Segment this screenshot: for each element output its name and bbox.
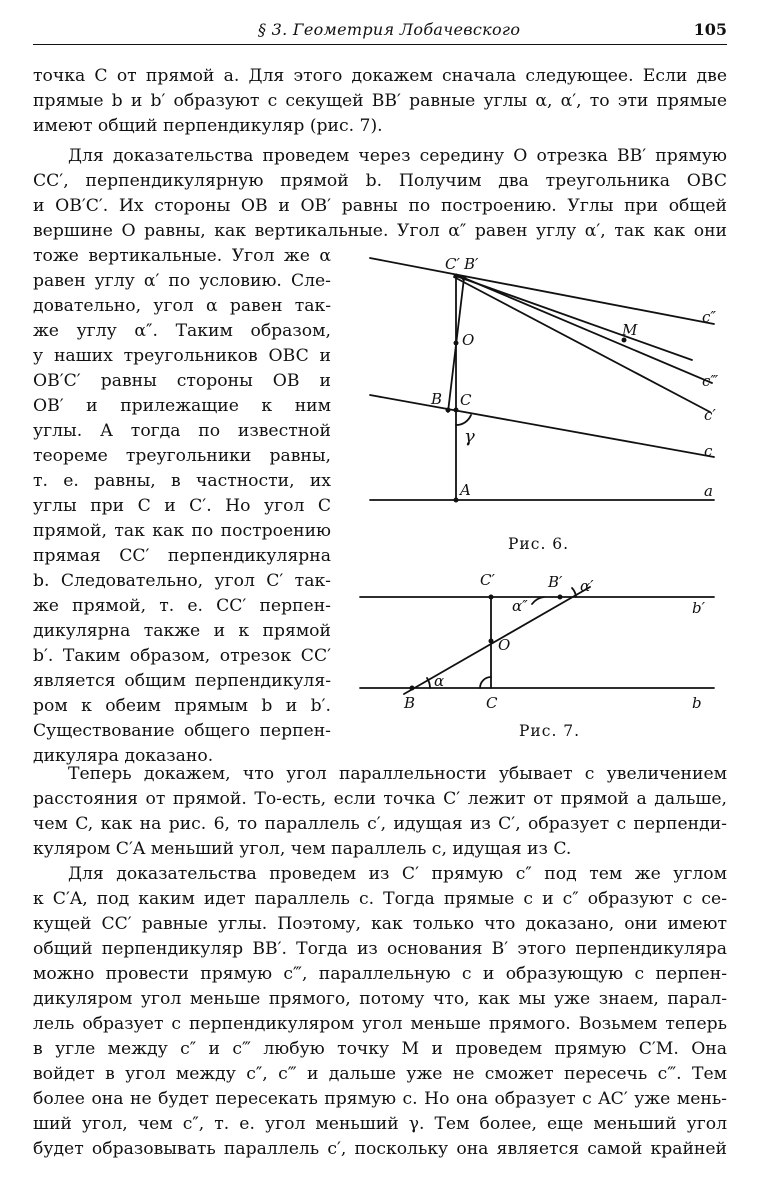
label-a: a bbox=[704, 482, 713, 500]
line-C1M bbox=[456, 276, 692, 360]
text-line: будет образовывать параллель c′, поскольку она является самой крайней bbox=[33, 1139, 727, 1159]
text-line: b′. Таким образом, отрезок CC′ bbox=[33, 646, 331, 666]
label-C1: C′ bbox=[480, 571, 495, 589]
page-header bbox=[33, 14, 727, 45]
text-line: войдет в угол между c″, c‴ и дальше уже не сможет пересечь c‴. Тем bbox=[33, 1064, 727, 1084]
point-B1 bbox=[558, 595, 563, 600]
text-line: лель образует с перпендикуляром угол меньше прямого. Возьмем теперь bbox=[33, 1014, 727, 1034]
text-line: OB′ и прилежащие к ним bbox=[33, 396, 331, 416]
page-number: 105 bbox=[693, 20, 727, 39]
text-line: же прямой, т. е. CC′ перпен- bbox=[33, 596, 331, 616]
text-line: прямые b и b′ образуют с секущей BB′ равные углы α, α′, то эти прямые bbox=[33, 91, 727, 111]
paragraph-1 bbox=[33, 64, 727, 139]
label-M: M bbox=[622, 321, 638, 339]
text-line: Для доказательства проведем через середину O отрезка BB′ прямую bbox=[68, 146, 727, 166]
figure-7-caption: Рис. 7. bbox=[519, 722, 581, 740]
text-line: углы при C и C′. Но угол C bbox=[33, 496, 331, 516]
point-O bbox=[454, 341, 459, 346]
text-line: ром к обеим прямым b и b′. bbox=[33, 696, 331, 716]
gamma-arc bbox=[456, 415, 471, 425]
label-alpha1: α′ bbox=[580, 577, 594, 595]
text-line: в угле между c″ и c‴ любую точку M и проведем прямую C′M. Она bbox=[33, 1039, 727, 1059]
figure-6 bbox=[352, 250, 727, 515]
text-line: же углу α″. Таким образом, bbox=[33, 321, 331, 341]
figure-7 bbox=[352, 568, 727, 718]
line-BB1 bbox=[404, 587, 590, 694]
text-line: прямой, так как по построению bbox=[33, 521, 331, 541]
line-c1 bbox=[454, 277, 710, 412]
text-line: тоже вертикальные. Угол же α bbox=[33, 246, 331, 266]
label-b: b bbox=[692, 694, 702, 712]
label-B: B bbox=[431, 390, 443, 408]
label-alpha2: α″ bbox=[512, 597, 528, 615]
text-line: дикулярна также и к прямой bbox=[33, 621, 331, 641]
line-c2 bbox=[370, 258, 717, 326]
text-line: дикуляра доказано. bbox=[33, 746, 214, 766]
alpha2-arc bbox=[532, 597, 544, 604]
paragraph-2-column bbox=[33, 244, 331, 769]
label-B1: B′ bbox=[464, 255, 479, 273]
label-alpha: α bbox=[434, 672, 445, 690]
figure-6-caption: Рис. 6. bbox=[508, 535, 570, 553]
text-line: Теперь докажем, что угол параллельности убывает с увеличением bbox=[68, 764, 727, 784]
text-line: чем C, как на рис. 6, то параллель c′, идущая из C′, образует с перпенди- bbox=[33, 814, 727, 834]
text-line: точка C от прямой a. Для этого докажем сначала следующее. Если две bbox=[33, 66, 727, 86]
point-O bbox=[489, 639, 494, 644]
point-B bbox=[410, 686, 415, 691]
figure-6-diagram bbox=[352, 250, 727, 515]
label-C1: C′ bbox=[445, 255, 460, 273]
text-line: и OB′C′. Их стороны OB и OB′ равны по построению. Углы при общей bbox=[33, 196, 727, 216]
text-line: Существование общего перпен- bbox=[33, 721, 331, 741]
text-line: ший угол, чем c″, т. е. угол меньший γ. Тем более, еще меньший угол bbox=[33, 1114, 727, 1134]
text-line: у наших треугольников OBC и bbox=[33, 346, 331, 366]
text-line: т. е. равны, в частности, их bbox=[33, 471, 331, 491]
text-line: куляром C′A меньший угол, чем параллель c, идущая из C. bbox=[33, 839, 572, 859]
text-line: довательно, угол α равен так- bbox=[33, 296, 331, 316]
label-B: B bbox=[404, 694, 416, 712]
paragraph-2 bbox=[33, 144, 727, 244]
text-line: более она не будет пересекать прямую c. Но она образует с AC′ уже мень- bbox=[33, 1089, 727, 1109]
text-line: равен углу α′ по условию. Сле- bbox=[33, 271, 331, 291]
text-line: имеют общий перпендикуляр (рис. 7). bbox=[33, 116, 383, 136]
line-c bbox=[370, 395, 714, 457]
text-line: можно провести прямую c‴, параллельную c и образующую с перпен- bbox=[33, 964, 727, 984]
point-B bbox=[446, 408, 451, 413]
label-C: C bbox=[486, 694, 498, 712]
label-O: O bbox=[498, 636, 511, 654]
text-line: Для доказательства проведем из C′ прямую c″ под тем же углом bbox=[68, 864, 727, 884]
point-A bbox=[454, 498, 459, 503]
line-c3 bbox=[457, 275, 712, 383]
label-c: c bbox=[704, 442, 713, 460]
text-line: углы. А тогда по известной bbox=[33, 421, 331, 441]
label-gamma: γ bbox=[464, 426, 475, 447]
point-C bbox=[454, 408, 459, 413]
point-C1 bbox=[489, 595, 494, 600]
text-line: дикуляром угол меньше прямого, потому что, как мы уже знаем, парал- bbox=[33, 989, 727, 1009]
point-C1 bbox=[454, 274, 459, 279]
label-A: A bbox=[460, 481, 471, 499]
text-line: вершине O равны, как вертикальные. Угол α″ равен углу α′, так как они bbox=[33, 221, 727, 241]
text-line: OB′C′ равны стороны OB и bbox=[33, 371, 331, 391]
label-O: O bbox=[462, 331, 475, 349]
text-line: теореме треугольники равны, bbox=[33, 446, 331, 466]
label-C: C bbox=[460, 391, 472, 409]
label-c2: c″ bbox=[702, 308, 717, 326]
section-title: § 3. Геометрия Лобачевского bbox=[258, 20, 521, 39]
text-line: кущей CC′ равные углы. Поэтому, как только что доказано, они имеют bbox=[33, 914, 727, 934]
text-line: прямая CC′ перпендикулярна bbox=[33, 546, 331, 566]
label-c1: c′ bbox=[704, 406, 716, 424]
label-b1: b′ bbox=[692, 599, 706, 617]
text-line: b. Следовательно, угол C′ так- bbox=[33, 571, 331, 591]
text-line: расстояния от прямой. То-есть, если точка C′ лежит от прямой a дальше, bbox=[33, 789, 727, 809]
right-angle-arc bbox=[480, 677, 491, 688]
text-line: является общим перпендикуля- bbox=[33, 671, 331, 691]
paragraph-3 bbox=[33, 762, 727, 862]
figure-7-diagram bbox=[352, 568, 727, 718]
text-line: к C′A, под каким идет параллель c. Тогда прямые c и c″ образуют с се- bbox=[33, 889, 727, 909]
label-B1: B′ bbox=[548, 573, 563, 591]
text-line: общий перпендикуляр BB′. Тогда из основания B′ этого перпендикуляра bbox=[33, 939, 727, 959]
text-line: CC′, перпендикулярную прямой b. Получим два треугольника OBC bbox=[33, 171, 727, 191]
label-c3: c‴ bbox=[702, 372, 719, 390]
point-B1 bbox=[462, 276, 467, 281]
paragraph-4 bbox=[33, 862, 727, 1162]
